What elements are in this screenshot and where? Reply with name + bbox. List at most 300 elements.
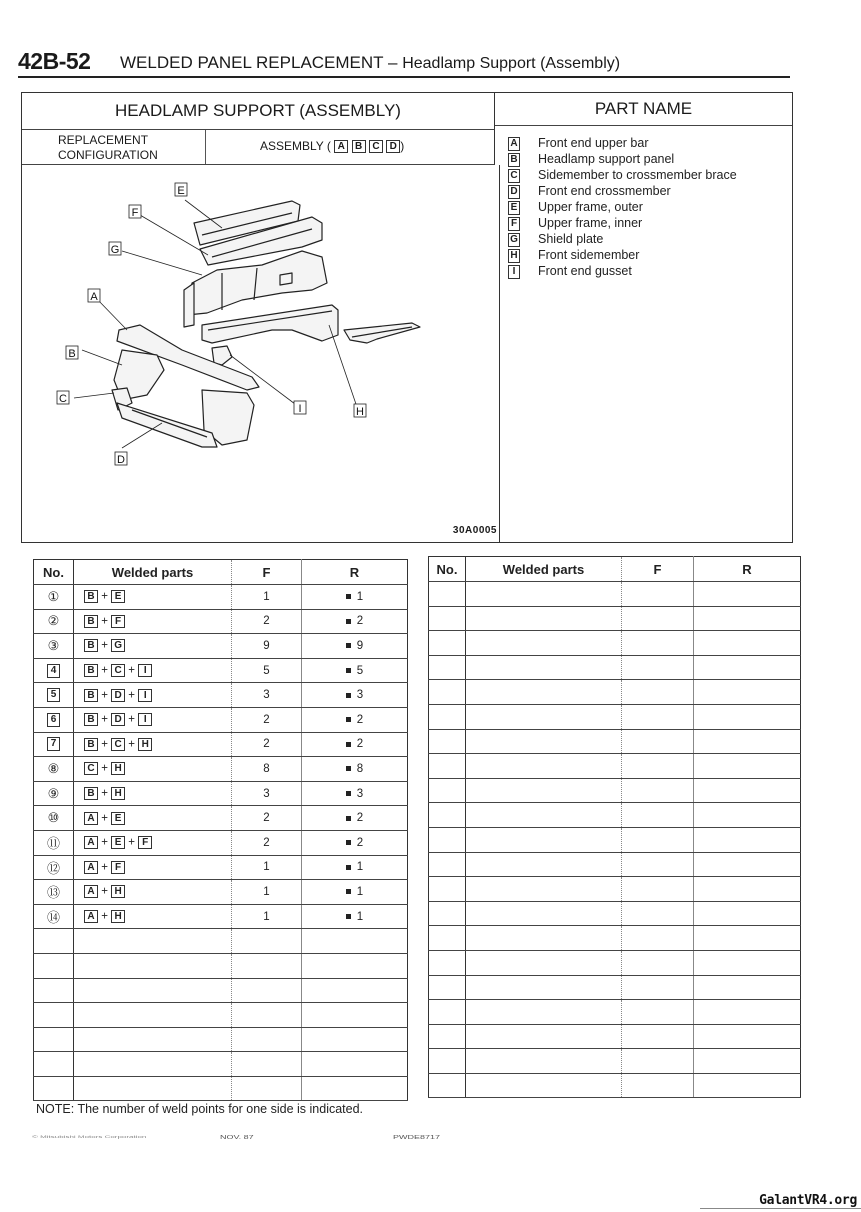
empty-cell <box>466 704 622 729</box>
square-marker-icon <box>346 594 351 599</box>
diagram-label-i <box>294 401 306 415</box>
plus-sign: + <box>98 713 112 726</box>
diagram-label-h <box>354 404 366 418</box>
empty-table-row <box>429 754 801 779</box>
table-row <box>34 732 408 757</box>
rear-weld-count-cell <box>302 830 408 855</box>
empty-cell <box>466 950 622 975</box>
row-number: ⑫ <box>46 860 60 876</box>
empty-cell <box>302 1076 408 1101</box>
empty-cell <box>232 1027 302 1052</box>
empty-table-row <box>34 1027 408 1052</box>
empty-table-row <box>429 606 801 631</box>
empty-table-row <box>429 950 801 975</box>
diagram-label-b <box>66 346 78 360</box>
diagram-label-c <box>57 391 69 405</box>
empty-table-row <box>429 975 801 1000</box>
empty-table-row <box>34 1003 408 1028</box>
empty-table-row <box>429 926 801 951</box>
empty-table-row <box>429 901 801 926</box>
square-marker-icon <box>346 840 351 845</box>
part-name: Front sidemember <box>538 248 640 262</box>
part-letter-box: B <box>84 713 98 726</box>
assembly-part-a: A <box>334 140 348 153</box>
diagram-label-e-text: E <box>177 185 185 197</box>
empty-table-row <box>34 929 408 954</box>
empty-cell <box>622 877 694 902</box>
column-header-r: R <box>302 560 408 585</box>
part-letter-box: E <box>111 836 125 849</box>
diagram-label-a-text: A <box>90 291 98 303</box>
empty-cell <box>622 704 694 729</box>
empty-cell <box>466 877 622 902</box>
empty-cell <box>466 1024 622 1049</box>
part-h-shape <box>202 305 338 343</box>
empty-cell <box>232 1076 302 1101</box>
empty-cell <box>622 582 694 607</box>
part-letter: I <box>508 265 520 279</box>
table-row <box>34 855 408 880</box>
part-letter: F <box>508 217 520 231</box>
rear-weld-count-cell <box>302 880 408 905</box>
row-number-cell <box>34 634 74 659</box>
welded-parts-cell <box>74 830 232 855</box>
front-weld-count: 2 <box>232 830 302 855</box>
empty-cell <box>622 975 694 1000</box>
empty-table-row <box>429 827 801 852</box>
square-marker-icon <box>346 742 351 747</box>
rear-weld-count: 9 <box>356 639 364 652</box>
config-label-line2: CONFIGURATION <box>58 148 158 162</box>
part-name: Sidemember to crossmember brace <box>538 168 737 182</box>
empty-cell <box>466 926 622 951</box>
part-letter-box: C <box>111 738 125 751</box>
column-header-welded-parts: Welded parts <box>466 557 622 582</box>
part-letter-box: A <box>84 861 98 874</box>
empty-cell <box>74 978 232 1003</box>
footer-copyright: © Mitsubishi Motors Corporation <box>32 1135 147 1140</box>
empty-cell <box>694 852 801 877</box>
assembly-part-c: C <box>369 140 383 153</box>
front-weld-count: 1 <box>232 855 302 880</box>
diagram-label-c-text: C <box>59 393 67 405</box>
plus-sign: + <box>98 787 112 800</box>
empty-cell <box>466 1073 622 1098</box>
part-item <box>508 199 790 215</box>
welded-parts-cell <box>74 781 232 806</box>
empty-cell <box>694 1049 801 1074</box>
row-number: 5 <box>47 688 60 702</box>
square-marker-icon <box>346 816 351 821</box>
empty-table-row <box>34 953 408 978</box>
empty-cell <box>694 606 801 631</box>
empty-table-row <box>429 1024 801 1049</box>
welded-parts-cell <box>74 757 232 782</box>
front-weld-count: 2 <box>232 609 302 634</box>
front-weld-count: 2 <box>232 732 302 757</box>
welded-parts-cell <box>74 634 232 659</box>
part-letter-box: I <box>138 713 152 726</box>
part-letter: B <box>508 153 520 167</box>
row-number-cell <box>34 683 74 708</box>
plus-sign: + <box>125 836 139 849</box>
plus-sign: + <box>125 664 139 677</box>
part-letter: E <box>508 201 520 215</box>
empty-cell <box>429 803 466 828</box>
part-letter-box: B <box>84 664 98 677</box>
rear-weld-count: 1 <box>356 885 364 898</box>
rear-weld-count: 5 <box>356 664 364 677</box>
table-header-row <box>34 560 408 585</box>
empty-cell <box>622 1049 694 1074</box>
table-row <box>34 830 408 855</box>
part-letter-box: B <box>84 787 98 800</box>
part-letter: A <box>508 137 520 151</box>
plus-sign: + <box>98 590 112 603</box>
front-weld-count: 5 <box>232 658 302 683</box>
plus-sign: + <box>98 861 112 874</box>
empty-cell <box>34 978 74 1003</box>
square-marker-icon <box>346 865 351 870</box>
rear-weld-count: 2 <box>356 836 364 849</box>
empty-cell <box>34 953 74 978</box>
part-item <box>508 231 790 247</box>
plus-sign: + <box>98 910 112 923</box>
assembly-part-d: D <box>386 140 400 153</box>
empty-table-row <box>34 1076 408 1101</box>
part-item <box>508 215 790 231</box>
empty-cell <box>694 729 801 754</box>
column-header-f: F <box>232 560 302 585</box>
row-number: ⑪ <box>46 836 60 852</box>
welded-parts-cell <box>74 904 232 929</box>
column-header-no: No. <box>429 557 466 582</box>
weld-table-body <box>429 582 801 1098</box>
part-letter-box: H <box>138 738 152 751</box>
row-number: ⑭ <box>46 910 60 926</box>
empty-table-row <box>429 1049 801 1074</box>
row-number-cell <box>34 658 74 683</box>
square-marker-icon <box>346 643 351 648</box>
empty-cell <box>694 680 801 705</box>
rear-weld-count: 2 <box>356 812 364 825</box>
empty-cell <box>466 803 622 828</box>
empty-cell <box>694 827 801 852</box>
empty-cell <box>34 929 74 954</box>
part-name: Shield plate <box>538 232 604 246</box>
empty-cell <box>302 1052 408 1077</box>
empty-cell <box>466 680 622 705</box>
empty-cell <box>466 582 622 607</box>
rear-weld-count-cell <box>302 757 408 782</box>
empty-cell <box>622 901 694 926</box>
square-marker-icon <box>346 766 351 771</box>
empty-cell <box>466 631 622 656</box>
row-number: ⑬ <box>46 885 60 901</box>
row-number: 6 <box>47 713 60 727</box>
assembly-section <box>21 92 793 543</box>
table-row <box>34 683 408 708</box>
empty-cell <box>466 729 622 754</box>
empty-cell <box>429 582 466 607</box>
rear-weld-count: 2 <box>356 738 364 751</box>
plus-sign: + <box>98 812 112 825</box>
empty-cell <box>622 852 694 877</box>
rear-weld-count: 1 <box>356 861 364 874</box>
part-letter-box: F <box>138 836 152 849</box>
row-number-cell <box>34 855 74 880</box>
empty-cell <box>74 1076 232 1101</box>
plus-sign: + <box>125 738 139 751</box>
part-name-heading: PART NAME <box>495 93 792 126</box>
empty-cell <box>694 926 801 951</box>
rear-weld-count: 3 <box>356 787 364 800</box>
empty-cell <box>694 778 801 803</box>
empty-cell <box>466 827 622 852</box>
diagram-label-g-text: G <box>110 244 120 256</box>
row-number-cell <box>34 830 74 855</box>
empty-table-row <box>429 852 801 877</box>
empty-cell <box>622 754 694 779</box>
empty-cell <box>429 827 466 852</box>
plus-sign: + <box>98 664 112 677</box>
part-letter-box: F <box>111 615 125 628</box>
front-weld-count: 8 <box>232 757 302 782</box>
part-name: Front end upper bar <box>538 136 649 150</box>
empty-cell <box>302 1027 408 1052</box>
part-letter-box: B <box>84 639 98 652</box>
empty-cell <box>34 1003 74 1028</box>
table-header-row <box>429 557 801 582</box>
front-weld-count: 2 <box>232 806 302 831</box>
figure-code: 30A0005 <box>452 525 497 536</box>
empty-cell <box>466 1049 622 1074</box>
row-number: ③ <box>47 637 60 653</box>
table-row <box>34 609 408 634</box>
empty-cell <box>429 606 466 631</box>
empty-cell <box>694 582 801 607</box>
square-marker-icon <box>346 668 351 673</box>
table-row <box>34 880 408 905</box>
part-letter-box: D <box>111 689 125 702</box>
empty-cell <box>429 852 466 877</box>
replacement-configuration-row <box>22 130 495 165</box>
front-weld-count: 3 <box>232 683 302 708</box>
empty-cell <box>34 1076 74 1101</box>
empty-table-row <box>429 1000 801 1025</box>
empty-cell <box>74 1003 232 1028</box>
part-item <box>508 183 790 199</box>
part-letter-box: A <box>84 836 98 849</box>
part-letter-box: E <box>111 590 125 603</box>
part-name-list <box>508 135 790 279</box>
row-number-cell <box>34 732 74 757</box>
rear-weld-count-cell <box>302 634 408 659</box>
front-weld-count: 2 <box>232 707 302 732</box>
front-weld-count: 3 <box>232 781 302 806</box>
empty-cell <box>429 754 466 779</box>
part-letter-box: A <box>84 885 98 898</box>
empty-cell <box>622 631 694 656</box>
empty-cell <box>466 754 622 779</box>
part-letter: G <box>508 233 520 247</box>
diagram-label-f <box>129 205 141 219</box>
part-item <box>508 247 790 263</box>
empty-cell <box>694 803 801 828</box>
empty-cell <box>34 1052 74 1077</box>
rear-weld-count: 2 <box>356 615 364 628</box>
empty-cell <box>74 953 232 978</box>
empty-table-row <box>34 1052 408 1077</box>
column-header-f: F <box>622 557 694 582</box>
part-name: Upper frame, outer <box>538 200 643 214</box>
square-marker-icon <box>346 693 351 698</box>
square-marker-icon <box>346 619 351 624</box>
empty-cell <box>232 1003 302 1028</box>
row-number: ⑨ <box>47 785 60 801</box>
rear-weld-count-cell <box>302 707 408 732</box>
plus-sign: + <box>125 713 139 726</box>
weld-points-table <box>33 559 408 1101</box>
empty-cell <box>694 655 801 680</box>
column-header-r: R <box>694 557 801 582</box>
row-number-cell <box>34 904 74 929</box>
empty-table-row <box>429 1073 801 1098</box>
empty-table-row <box>429 655 801 680</box>
welded-parts-cell <box>74 855 232 880</box>
row-number-cell <box>34 757 74 782</box>
part-letter-box: A <box>84 910 98 923</box>
part-letter-box: D <box>111 713 125 726</box>
part-letter-box: G <box>111 639 125 652</box>
empty-cell <box>429 975 466 1000</box>
empty-cell <box>694 631 801 656</box>
empty-cell <box>694 1024 801 1049</box>
config-label-line1: REPLACEMENT <box>58 133 149 147</box>
empty-cell <box>74 1052 232 1077</box>
plus-sign: + <box>98 836 112 849</box>
diagram-label-g <box>109 242 121 256</box>
part-name: Front end crossmember <box>538 184 671 198</box>
front-weld-count: 1 <box>232 904 302 929</box>
plus-sign: + <box>98 762 112 775</box>
empty-table-row <box>429 582 801 607</box>
square-marker-icon <box>346 889 351 894</box>
empty-cell <box>429 704 466 729</box>
welded-parts-cell <box>74 683 232 708</box>
empty-table-row <box>429 803 801 828</box>
plus-sign: + <box>98 738 112 751</box>
part-letter-box: F <box>111 861 125 874</box>
welded-parts-cell <box>74 585 232 610</box>
footer-code: PWDE8717 <box>393 1134 441 1140</box>
welded-parts-cell <box>74 658 232 683</box>
empty-cell <box>232 978 302 1003</box>
rear-weld-count: 8 <box>356 762 364 775</box>
empty-cell <box>622 1024 694 1049</box>
part-item <box>508 151 790 167</box>
empty-cell <box>622 729 694 754</box>
part-letter-box: H <box>111 910 125 923</box>
part-letter-box: B <box>84 689 98 702</box>
empty-table-row <box>429 680 801 705</box>
empty-cell <box>232 953 302 978</box>
rear-weld-count: 2 <box>356 713 364 726</box>
rear-weld-count: 1 <box>356 590 364 603</box>
part-letter-box: A <box>84 812 98 825</box>
page-title <box>120 53 620 73</box>
empty-table-row <box>429 778 801 803</box>
empty-cell <box>622 926 694 951</box>
row-number: ① <box>47 588 60 604</box>
rear-weld-count-cell <box>302 732 408 757</box>
row-number: 4 <box>47 664 60 678</box>
empty-cell <box>694 975 801 1000</box>
column-header-no: No. <box>34 560 74 585</box>
plus-sign: + <box>98 615 112 628</box>
page-header <box>18 48 790 78</box>
watermark: GalantVR4.org <box>759 1193 857 1208</box>
plus-sign: + <box>98 689 112 702</box>
row-number-cell <box>34 806 74 831</box>
empty-cell <box>34 1027 74 1052</box>
part-item <box>508 263 790 279</box>
diagram-label-e <box>175 183 187 197</box>
part-d-shape <box>117 403 217 447</box>
empty-cell <box>429 680 466 705</box>
part-letter-box: I <box>138 664 152 677</box>
diagram-label-i-text: I <box>298 403 302 415</box>
empty-cell <box>429 631 466 656</box>
table-row <box>34 658 408 683</box>
empty-table-row <box>34 978 408 1003</box>
table-row <box>34 806 408 831</box>
assembly-close: ) <box>400 139 405 153</box>
empty-cell <box>466 1000 622 1025</box>
empty-cell <box>232 929 302 954</box>
empty-cell <box>622 778 694 803</box>
row-number: ⑩ <box>47 810 60 826</box>
empty-cell <box>302 953 408 978</box>
empty-cell <box>466 975 622 1000</box>
plus-sign: + <box>125 689 139 702</box>
row-number-cell <box>34 781 74 806</box>
empty-cell <box>429 1024 466 1049</box>
section-title: HEADLAMP SUPPORT (ASSEMBLY) <box>22 93 495 130</box>
rear-weld-count-cell <box>302 609 408 634</box>
empty-cell <box>302 1003 408 1028</box>
empty-cell <box>74 929 232 954</box>
part-letter-box: C <box>111 664 125 677</box>
weld-points-table-blank <box>428 556 801 1098</box>
weld-table-body <box>34 585 408 1101</box>
diagram-label-h-text: H <box>356 406 364 418</box>
exploded-diagram <box>22 165 500 542</box>
rear-weld-count-cell <box>302 855 408 880</box>
row-number: 7 <box>47 737 60 751</box>
diagram-label-d-text: D <box>117 454 125 466</box>
part-item <box>508 135 790 151</box>
assembly-part-b: B <box>352 140 366 153</box>
footer-date: NOV. 87 <box>220 1134 254 1140</box>
part-letter: C <box>508 169 520 183</box>
empty-table-row <box>429 704 801 729</box>
table-row <box>34 904 408 929</box>
welded-parts-cell <box>74 609 232 634</box>
welded-parts-cell <box>74 806 232 831</box>
table-row <box>34 781 408 806</box>
part-letter-box: H <box>111 762 125 775</box>
